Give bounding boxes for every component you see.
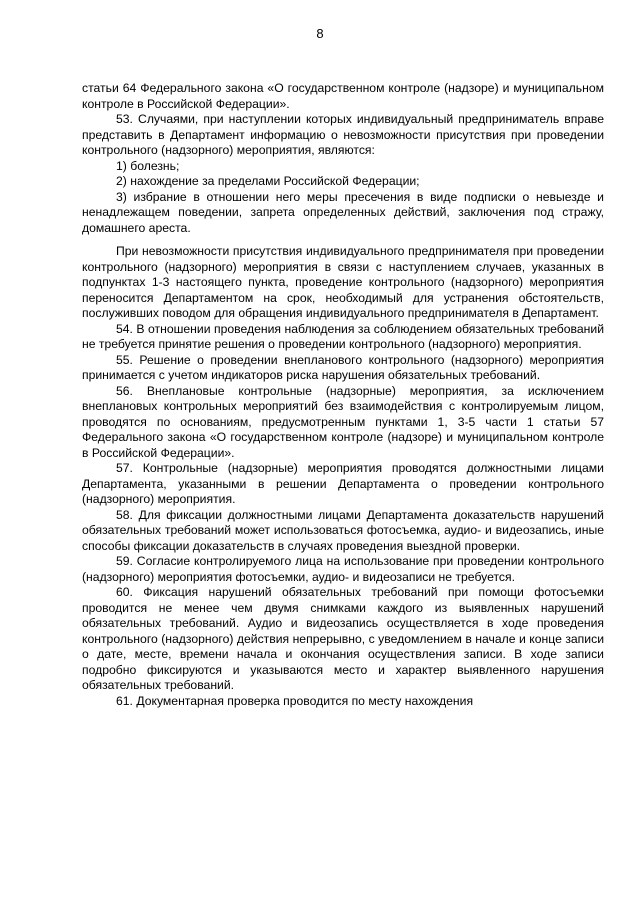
paragraph-55: 55. Решение о проведении внепланового контрольного (надзорного) мероприятия принимается с учетом индикаторов риска нарушения обязательных требований. [82,352,604,382]
paragraph-56: 56. Внеплановые контрольные (надзорные) мероприятия, за исключением внеплановых контрольных мероприятий без взаимодействия с контролируемым лицом, проводятся по основаниям, предусмотренным пунктами 1, 3-5 части 1 статьи 57 Федерального закона «О государственном контроле (надзоре) и муниципальном контроле в Российской Федерации». [82,383,604,460]
paragraph-58: 58. Для фиксации должностными лицами Департамента доказательств нарушений обязательных требований может использоваться фотосъемка, аудио- и видеозапись, иные способы фиксации доказательств в случаях проведения выездной проверки. [82,507,604,553]
paragraph-59: 59. Согласие контролируемого лица на использование при проведении контрольного (надзорного) мероприятия фотосъемки, аудио- и видеозаписи не требуется. [82,554,604,584]
paragraph-53: 53. Случаями, при наступлении которых индивидуальный предприниматель вправе представить в Департамент информацию о невозможности присутствия при проведении контрольного (надзорного) мероприятия, являются: [82,112,604,157]
page-number: 8 [316,26,324,41]
list-item-3: 3) избрание в отношении него меры пресечения в виде подписки о невыезде и ненадлежащем поведении, запрета определенных действий, заключения под стражу, домашнего ареста. [82,189,604,235]
paragraph-continuation: статьи 64 Федерального закона «О государственном контроле (надзоре) и муниципальном контроле в Российской Федерации». [82,81,604,111]
list-item-1: 1) болезнь; [116,158,180,173]
paragraph-53-note: При невозможности присутствия индивидуального предпринимателя при проведении контрольного (надзорного) мероприятия в связи с наступлением случаев, указанных в подпунктах 1-3 настоящего пункта, проведение контрольного (надзорного) мероприятия переносится Департаментом на срок, необходимый для устранения обстоятельств, послуживших поводом для обращения индивидуального предпринимателя в Департамент. [82,244,604,320]
document-body [82,81,604,709]
paragraph-60: 60. Фиксация нарушений обязательных требований при помощи фотосъемки проводится не менее чем двумя снимками каждого из выявленных нарушений обязательных требований. Аудио и видеозапись осуществляется в ходе проведения контрольного (надзорного) действия непрерывно, с уведомлением в начале и конце записи о дате, месте, времени начала и окончания осуществления записи. В ходе записи подробно фиксируются и указываются место и характер выявленного нарушения обязательных требований. [82,585,604,692]
paragraph-61: 61. Документарная проверка проводится по месту нахождения [116,693,474,708]
paragraph-57: 57. Контрольные (надзорные) мероприятия проводятся должностными лицами Департамента, указанными в решении Департамента о проведении контрольного (надзорного) мероприятия. [82,461,604,506]
paragraph-54: 54. В отношении проведения наблюдения за соблюдением обязательных требований не требуется принятие решения о проведении контрольного (надзорного) мероприятия. [82,321,604,351]
list-item-2: 2) нахождение за пределами Российской Федерации; [116,174,420,188]
